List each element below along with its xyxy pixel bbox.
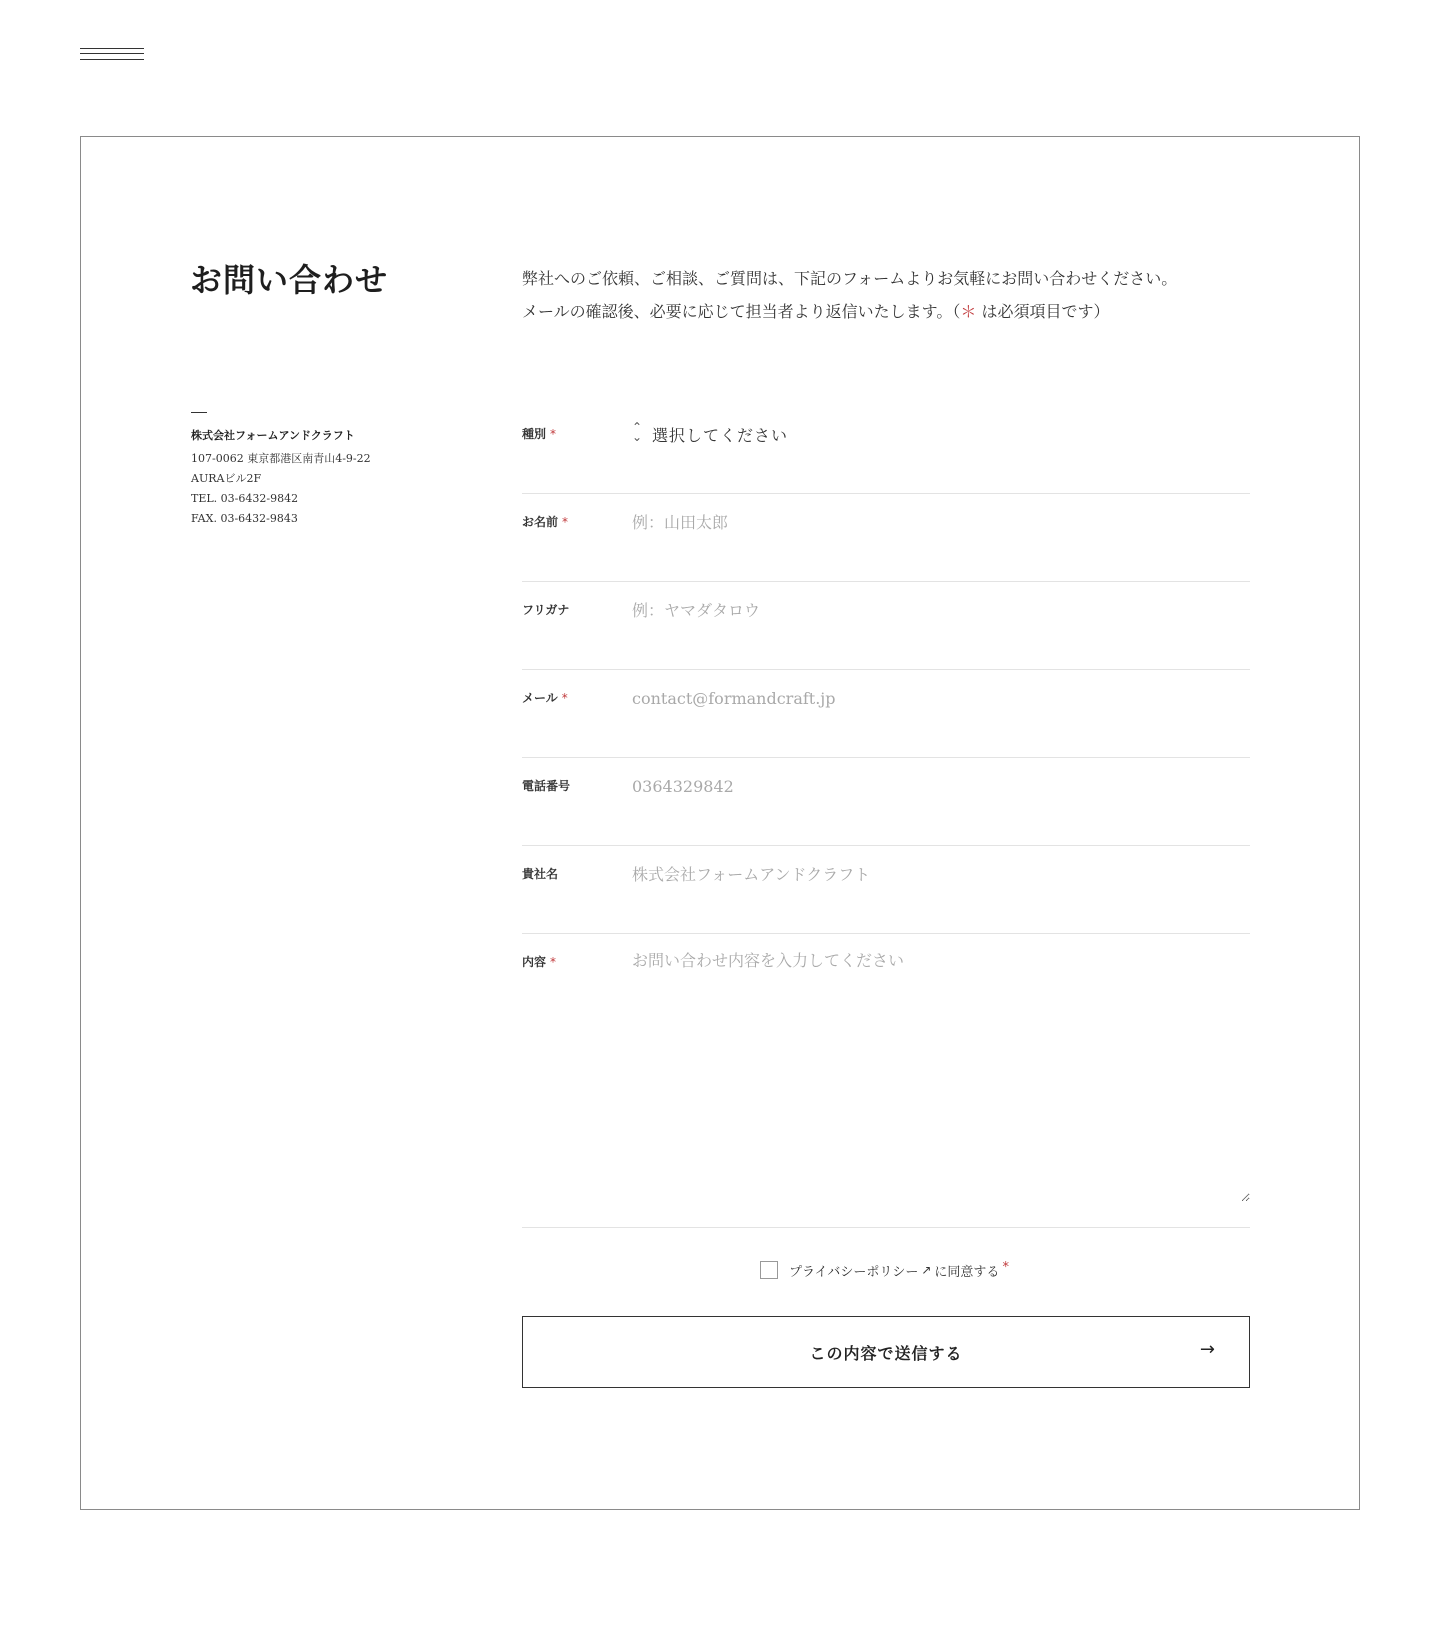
company-building: AURAビル2F [191,472,262,485]
hamburger-menu-icon[interactable] [80,48,144,66]
page-title: お問い合わせ [190,261,389,299]
email-input[interactable] [632,682,1250,714]
intro-required-mark: ＊ [960,302,977,321]
intro-text [522,262,1242,328]
required-mark: * [1002,1259,1009,1275]
phone-label: 電話番号 [522,779,571,793]
message-textarea[interactable] [632,950,1250,1202]
privacy-consent [760,1260,1009,1280]
category-row [522,406,1250,494]
category-select[interactable] [632,418,1250,450]
company-divider [191,412,207,413]
company-address: 107-0062 東京都港区南青山4-9-22 [191,452,371,465]
privacy-policy-link[interactable]: プライバシーポリシー [789,1264,919,1280]
contact-form [522,406,1250,1228]
company-input[interactable] [632,858,1250,890]
required-mark: * [550,427,557,441]
external-link-arrow-icon: ↗ [921,1263,932,1277]
category-label: 種別 * [522,427,557,441]
privacy-checkbox[interactable] [760,1261,778,1279]
name-input[interactable] [632,506,1250,538]
phone-row [522,758,1250,846]
company-info [191,412,471,529]
submit-button-label: この内容で送信する [809,1344,963,1363]
required-mark: * [550,955,557,969]
intro-line-1: 弊社へのご依頼、ご相談、ご質問は、下記のフォームよりお気軽にお問い合わせください。 [522,269,1178,288]
arrow-right-icon: → [1199,1339,1215,1360]
name-row [522,494,1250,582]
company-fax: FAX. 03-6432-9843 [191,512,298,525]
phone-input[interactable] [632,770,1250,802]
company-name: 株式会社フォームアンドクラフト [191,429,355,442]
message-row [522,934,1250,1228]
company-tel: TEL. 03-6432-9842 [191,492,299,505]
select-chevron-updown-icon: ⌃ ⌄ [632,420,643,444]
message-label: 内容 * [522,955,557,969]
email-row [522,670,1250,758]
consent-suffix: に同意する [934,1264,1000,1280]
kana-row [522,582,1250,670]
intro-line-2: メールの確認後、必要に応じて担当者より返信いたします。（ [522,302,961,321]
submit-button[interactable] [522,1316,1250,1388]
company-label: 貴社名 [522,867,559,881]
kana-label: フリガナ [522,603,570,617]
name-label: お名前 * [522,515,569,529]
required-mark: * [562,515,569,529]
kana-input[interactable] [632,594,1250,626]
category-select-value: 選択してください [652,426,789,445]
intro-line-2-end: は必須項目です） [976,302,1110,321]
required-mark: * [561,691,568,705]
email-label: メール * [522,691,568,705]
company-row [522,846,1250,934]
